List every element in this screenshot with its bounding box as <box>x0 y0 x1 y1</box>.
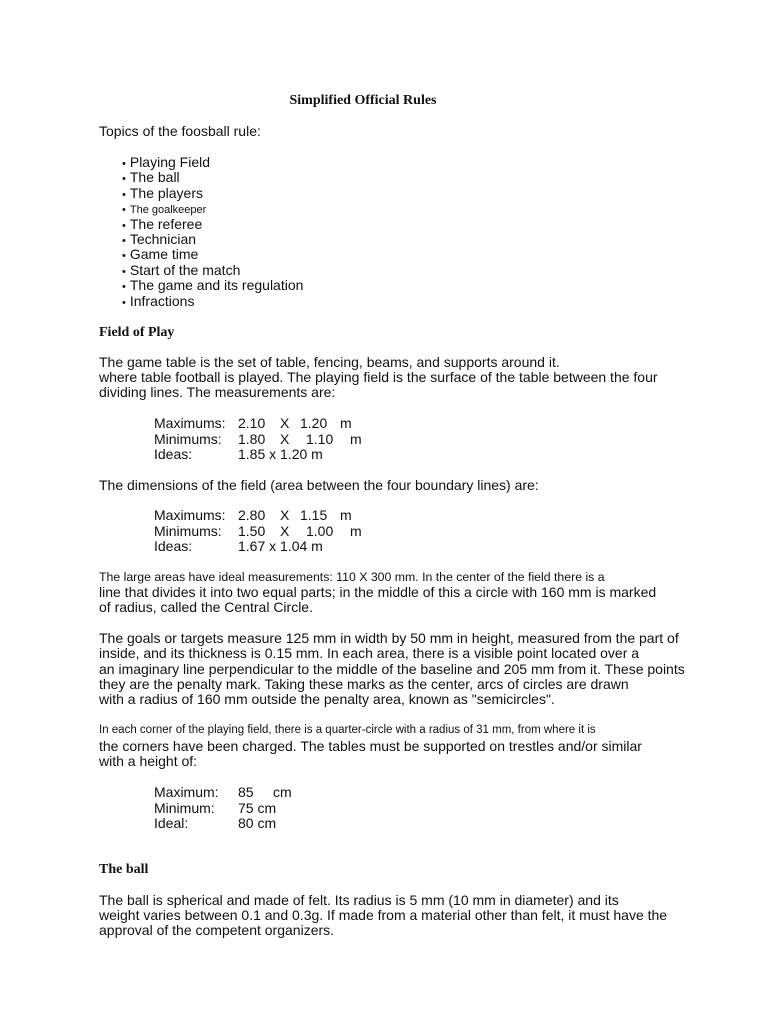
paragraph-line: The ball is spherical and made of felt. Its radius is 5 mm (10 mm in diameter) and its <box>99 892 619 908</box>
table-row: Maximum: 85 cm <box>154 784 292 800</box>
table-row: Ideal: 80 cm <box>154 815 277 832</box>
bullet: • <box>122 204 126 217</box>
bullet: • <box>122 158 126 170</box>
document-title: Simplified Official Rules <box>289 93 437 108</box>
paragraph-line: line that divides it into two equal parts; in the middle of this a circle with 160 mm is marked <box>99 584 657 600</box>
list-item: • The ball <box>122 169 180 186</box>
bullet: • <box>122 281 126 294</box>
section-heading-ball: The ball <box>99 862 149 877</box>
bullet: • <box>122 296 126 309</box>
paragraph-line: approval of the competent organizers. <box>99 922 335 938</box>
table-row: Minimums: 1.50 X 1.00 m <box>154 522 362 539</box>
paragraph-line: dividing lines. The measurements are: <box>99 384 336 400</box>
topics-list <box>122 155 303 309</box>
list-item: • Technician <box>122 230 197 247</box>
list-item: • Game time <box>122 246 199 263</box>
field-measurements <box>154 508 362 555</box>
bullet: • <box>122 250 126 263</box>
list-item: • Playing Field <box>122 154 211 170</box>
bullet: • <box>122 219 126 232</box>
paragraph-line: inside, and its thickness is 0.15 mm. In each area, there is a visible point located over a <box>99 645 640 661</box>
list-item: • Start of the match <box>122 261 241 278</box>
table-row: Minimums: 1.80 X 1.10 m <box>154 430 362 447</box>
paragraph-line: The goals or targets measure 125 mm in width by 50 mm in height, measured from the part of <box>99 630 679 646</box>
list-item: • The goalkeeper <box>122 204 207 217</box>
paragraph-line: The game table is the set of table, fencing, beams, and supports around it. <box>99 354 560 370</box>
bullet: • <box>122 188 126 201</box>
bullet: • <box>122 234 126 247</box>
list-item: • The referee <box>122 215 203 232</box>
paragraph-line: In each corner of the playing field, there is a quarter-circle with a radius of 31 mm, from where it is <box>99 724 596 736</box>
paragraph-line: The large areas have ideal measurements: 110 X 300 mm. In the center of the field there is a <box>99 570 605 584</box>
table-measurements <box>154 416 362 463</box>
list-item: • Infractions <box>122 292 195 309</box>
paragraph-line: an imaginary line perpendicular to the middle of the baseline and 205 mm from it. These points <box>99 661 685 677</box>
list-item: • The players <box>122 184 204 201</box>
paragraph-line: where table football is played. The playing field is the surface of the table between the four <box>99 369 658 385</box>
bullet: • <box>122 265 126 278</box>
table-row: Maximums: 2.80 X 1.15 m <box>154 507 352 523</box>
paragraph-line: the corners have been charged. The tables must be supported on trestles and/or similar <box>99 738 642 754</box>
table-row: Ideas: 1.67 x 1.04 m <box>154 538 323 555</box>
table-row: Ideas: 1.85 x 1.20 m <box>154 446 323 463</box>
paragraph-line: weight varies between 0.1 and 0.3g. If made from a material other than felt, it must have the <box>99 907 668 923</box>
bullet: • <box>122 173 126 186</box>
table-row: Minimum: 75 cm <box>154 799 277 816</box>
height-measurements <box>154 785 292 832</box>
paragraph-line: with a height of: <box>99 753 198 769</box>
topics-intro: Topics of the foosball rule: <box>99 123 261 139</box>
paragraph-line: The dimensions of the field (area between the four boundary lines) are: <box>99 477 539 493</box>
list-item: • The game and its regulation <box>122 277 304 294</box>
section-heading-field: Field of Play <box>99 325 175 340</box>
paragraph-line: with a radius of 160 mm outside the penalty area, known as "semicircles". <box>99 691 555 707</box>
paragraph-line: of radius, called the Central Circle. <box>99 599 313 615</box>
paragraph-line: they are the penalty mark. Taking these marks as the center, arcs of circles are drawn <box>99 676 629 692</box>
table-row: Maximums: 2.10 X 1.20 m <box>154 415 352 431</box>
